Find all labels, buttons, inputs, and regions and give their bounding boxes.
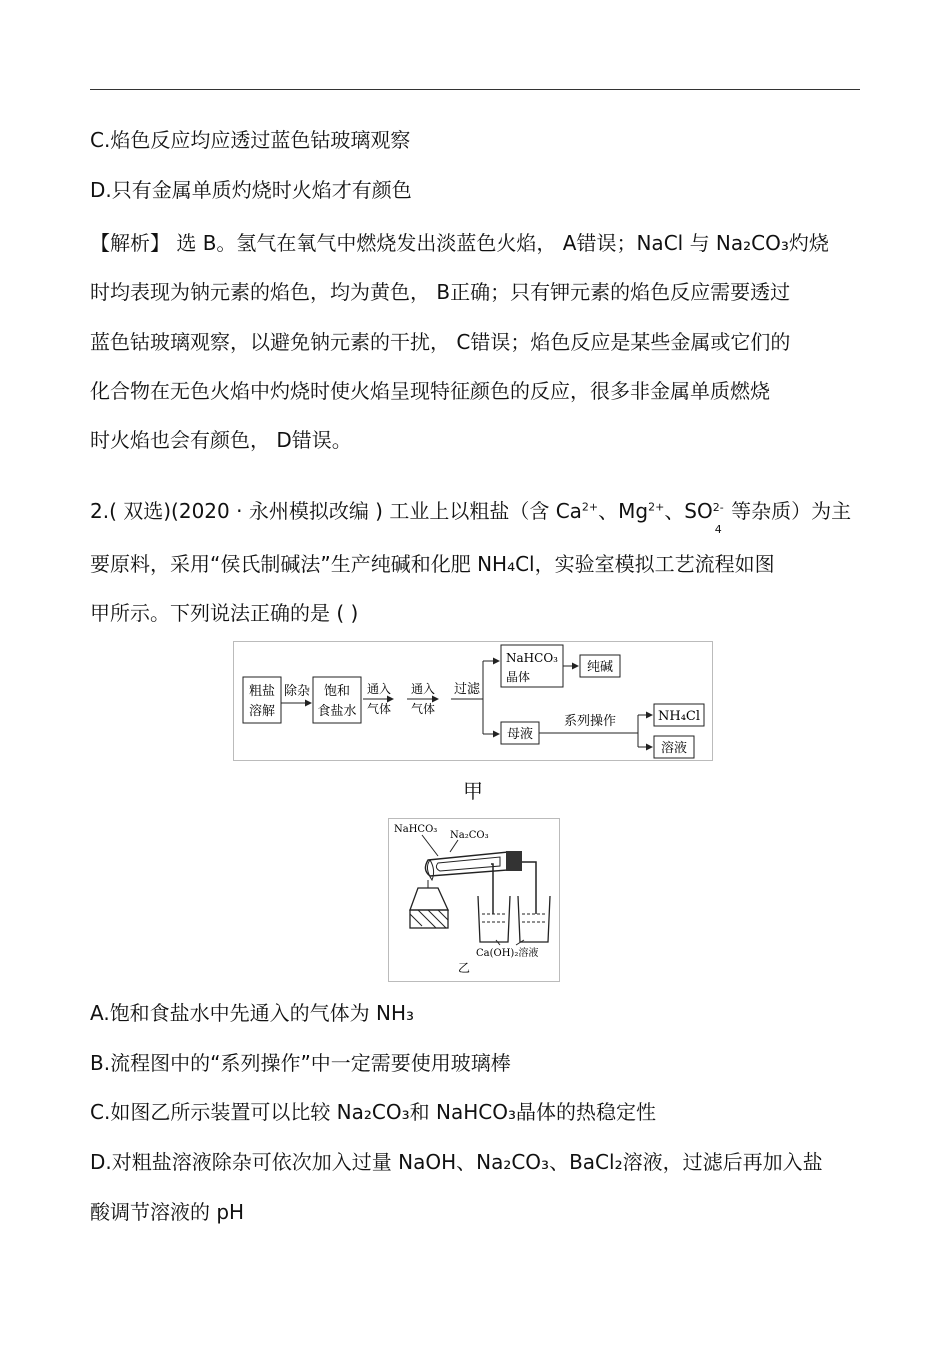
box-nahco3-line2: 晶体 (505, 670, 531, 684)
box-solution-label: 溶液 (660, 741, 688, 756)
analysis-line-1: 【解析】 选 B。氢气在氧气中燃烧发出淡蓝色火焰， A错误；NaCl 与 Na₂CO₃灼烧 (90, 231, 829, 255)
analysis-line-5: 时火焰也会有颜色， D错误。 (90, 428, 352, 452)
pointer-nahco3 (422, 835, 438, 856)
label-gas1-line1: 通入 (366, 682, 392, 696)
question-stem-line-2: 要原料，采用“侯氏制碱法”生产纯碱和化肥 NH₄Cl，实验室模拟工艺流程如图 (90, 552, 775, 576)
box-soda-label: 纯碱 (586, 660, 614, 675)
box-nahco3 (501, 645, 563, 687)
beaker-left (478, 896, 510, 942)
analysis-line-3: 蓝色钴玻璃观察，以避免钠元素的干扰， C错误；焰色反应是某些金属或它们的 (90, 330, 791, 354)
box-solution (654, 736, 694, 758)
label-gas2-line2: 气体 (410, 702, 436, 716)
option-d-line-2: 酸调节溶液的 pH (90, 1200, 245, 1224)
mg-charge: 2+ (648, 500, 665, 514)
alcohol-lamp (410, 860, 448, 928)
figure-b-caption: 乙 (458, 961, 471, 975)
option-c-prev: C.焰色反应均应透过蓝色钴玻璃观察 (90, 128, 411, 152)
label-nahco3: NaHCO₃ (394, 824, 438, 835)
question-sep-2: 、SO (664, 499, 713, 523)
question-stem-line-1 (90, 496, 852, 536)
so4-charge: 2- (712, 500, 724, 514)
stopper (506, 851, 522, 871)
analysis-line-2: 时均表现为钠元素的焰色，均为黄色， B正确；只有钾元素的焰色反应需要透过 (90, 280, 791, 304)
label-filter: 过滤 (453, 682, 481, 697)
beaker-right (518, 896, 550, 942)
box-nh4cl-label: NH₄Cl (657, 709, 701, 724)
label-gas2-line1: 通入 (410, 682, 436, 696)
option-c: C.如图乙所示装置可以比较 Na₂CO₃和 NaHCO₃晶体的热稳定性 (90, 1100, 656, 1124)
box-brine-line2: 食盐水 (317, 704, 357, 719)
question-stem-line-3: 甲所示。下列说法正确的是 ( ) (90, 601, 359, 625)
so4-sub: 4 (714, 522, 722, 536)
pointer-na2co3 (450, 840, 458, 852)
option-b: B.流程图中的“系列操作”中一定需要使用玻璃棒 (90, 1051, 511, 1075)
flow-diagram (233, 641, 713, 761)
box-crude-line2: 溶解 (248, 704, 276, 719)
apparatus-diagram (388, 818, 560, 982)
box-mother-liquor (501, 722, 539, 744)
box-crude-line1: 粗盐 (248, 684, 276, 699)
top-rule (90, 89, 860, 90)
analysis-line-4: 化合物在无色火焰中灼烧时使火焰呈现特征颜色的反应，很多非金属单质燃烧 (90, 379, 770, 403)
label-na2co3: Na₂CO₃ (450, 830, 489, 841)
question-suffix: 等杂质）为主 (724, 499, 852, 523)
box-mother-label: 母液 (506, 727, 534, 742)
box-crude-salt (243, 677, 281, 723)
label-gas1-line2: 气体 (366, 702, 392, 716)
question-sep-1: 、Mg (598, 499, 649, 523)
box-nh4cl (654, 704, 704, 726)
ca-charge: 2+ (581, 500, 599, 514)
box-nahco3-line1: NaHCO₃ (506, 651, 558, 665)
option-a: A.饱和食盐水中先通入的气体为 NH₃ (90, 1001, 415, 1025)
box-soda (580, 655, 620, 677)
figure-a-caption: 甲 (463, 779, 483, 803)
label-series: 系列操作 (563, 714, 617, 729)
outer-test-tube (425, 851, 522, 876)
option-d-prev: D.只有金属单质灼烧时火焰才有颜色 (90, 178, 412, 202)
question-prefix: 2.( 双选)(2020 · 永州模拟改编 ) 工业上以粗盐（含 Ca (90, 499, 582, 523)
label-purify: 除杂 (283, 684, 311, 699)
option-d-line-1: D.对粗盐溶液除杂可依次加入过量 NaOH、Na₂CO₃、BaCl₂溶液，过滤后再加入盐 (90, 1150, 823, 1174)
label-caoh2: Ca(OH)₂溶液 (476, 948, 539, 959)
box-brine-line1: 饱和 (323, 684, 351, 699)
delivery-tube-2 (522, 862, 536, 914)
box-brine (313, 677, 361, 723)
